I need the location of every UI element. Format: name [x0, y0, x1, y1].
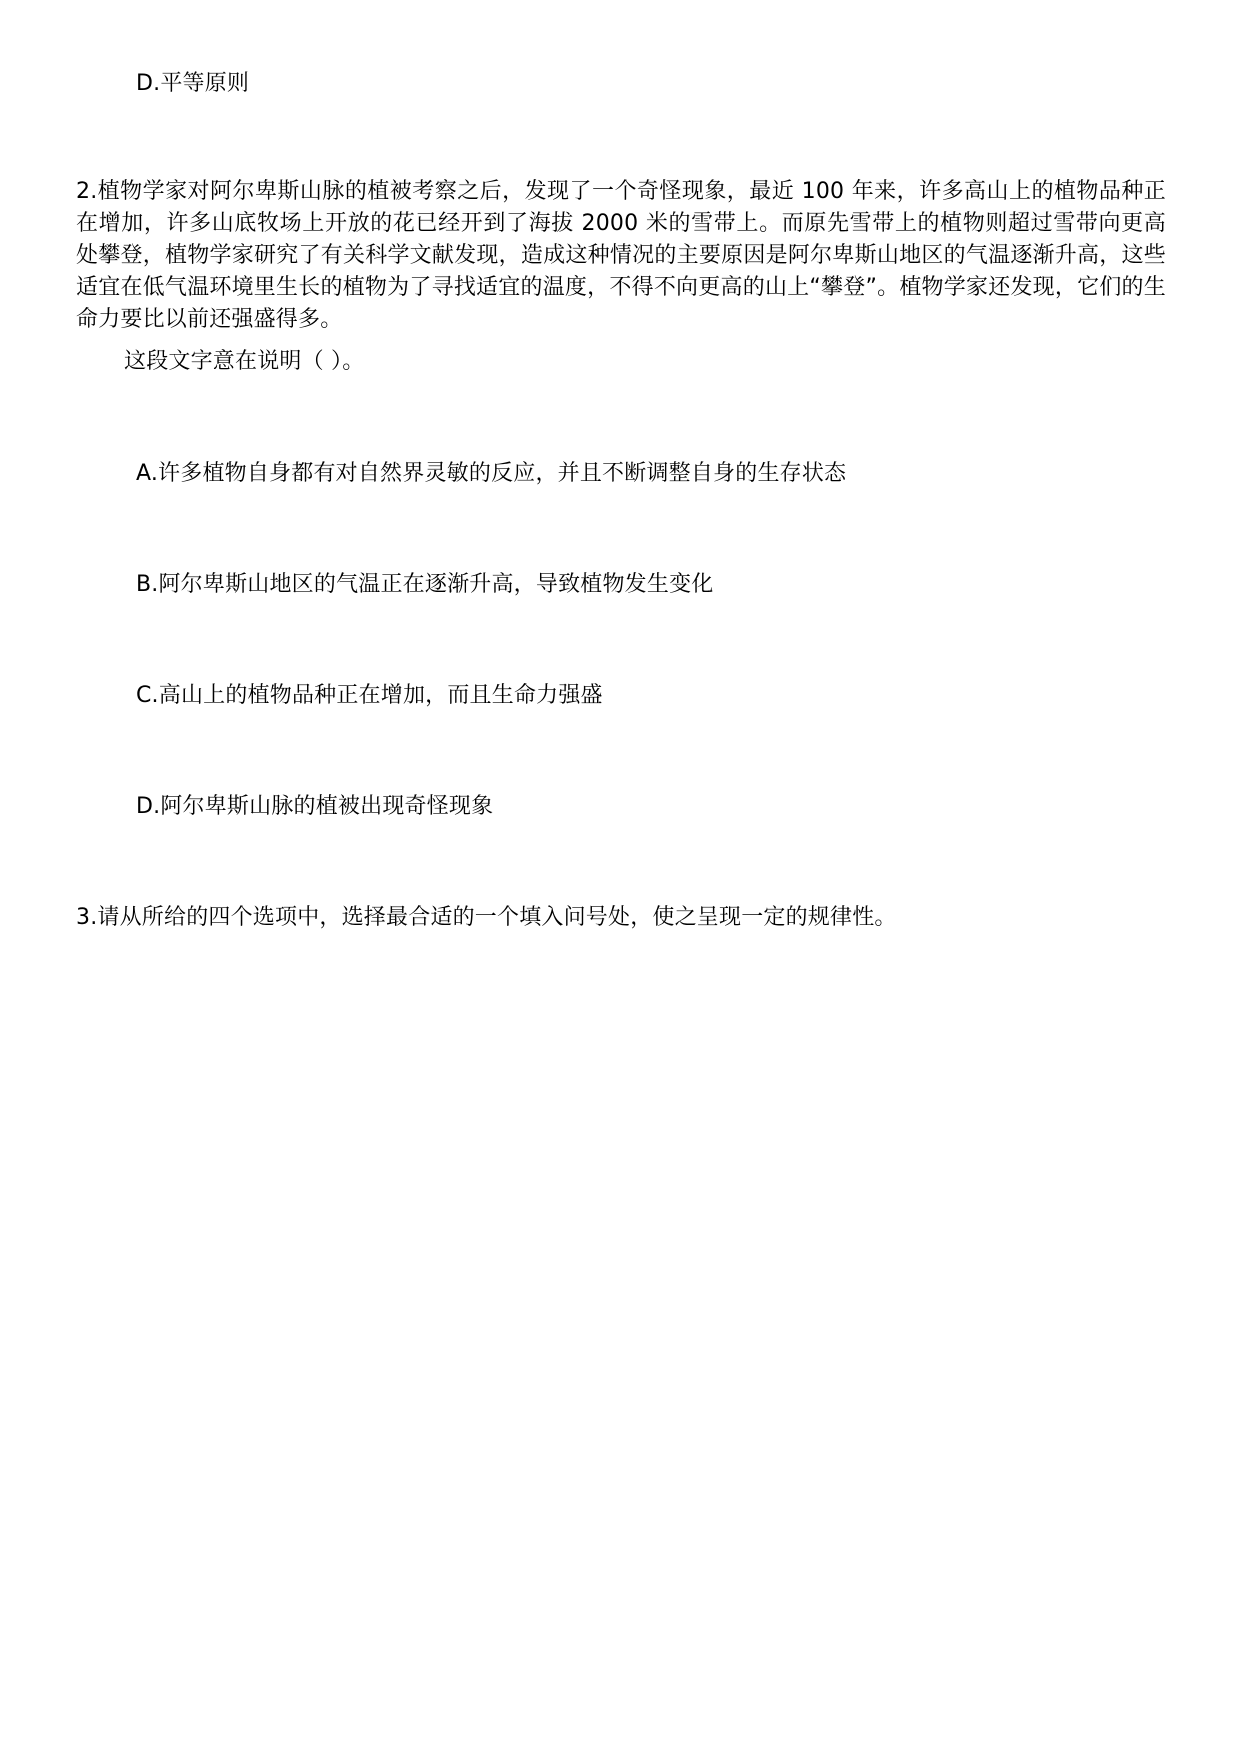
question-2-option-a: A.许多植物自身都有对自然界灵敏的反应，并且不断调整自身的生存状态: [136, 461, 847, 486]
question-2-option-c: C.高山上的植物品种正在增加，而且生命力强盛: [136, 683, 603, 708]
question-2-option-d: D.阿尔卑斯山脉的植被出现奇怪现象: [136, 794, 494, 819]
question-3-stem: 3.请从所给的四个选项中，选择最合适的一个填入问号处，使之呈现一定的规律性。: [76, 905, 897, 930]
question-2-stem: 2.植物学家对阿尔卑斯山脉的植被考察之后，发现了一个奇怪现象，最近 100 年来，许多高山上的植物品种正在增加，许多山底牧场上开放的花已经开到了海拔 2000 米的雪带上。而原先雪带上的植物则超过雪带向更高处攀登，植物学家研究了有关科学文献发现，造成这种情况的主要原因是阿尔卑斯山地区的气温逐渐升高，这些适宜在低气温环境里生长的植物为了寻找适宜的温度，不得不向更高的山上“攀登”。植物学家还发现，它们的生命力要比以前还强盛得多。: [76, 179, 1166, 332]
question-2-option-b: B.阿尔卑斯山地区的气温正在逐渐升高，导致植物发生变化: [136, 572, 714, 597]
question-2-prompt: 这段文字意在说明（ ）。: [124, 349, 365, 374]
previous-question-option-d: D.平等原则: [136, 71, 250, 96]
